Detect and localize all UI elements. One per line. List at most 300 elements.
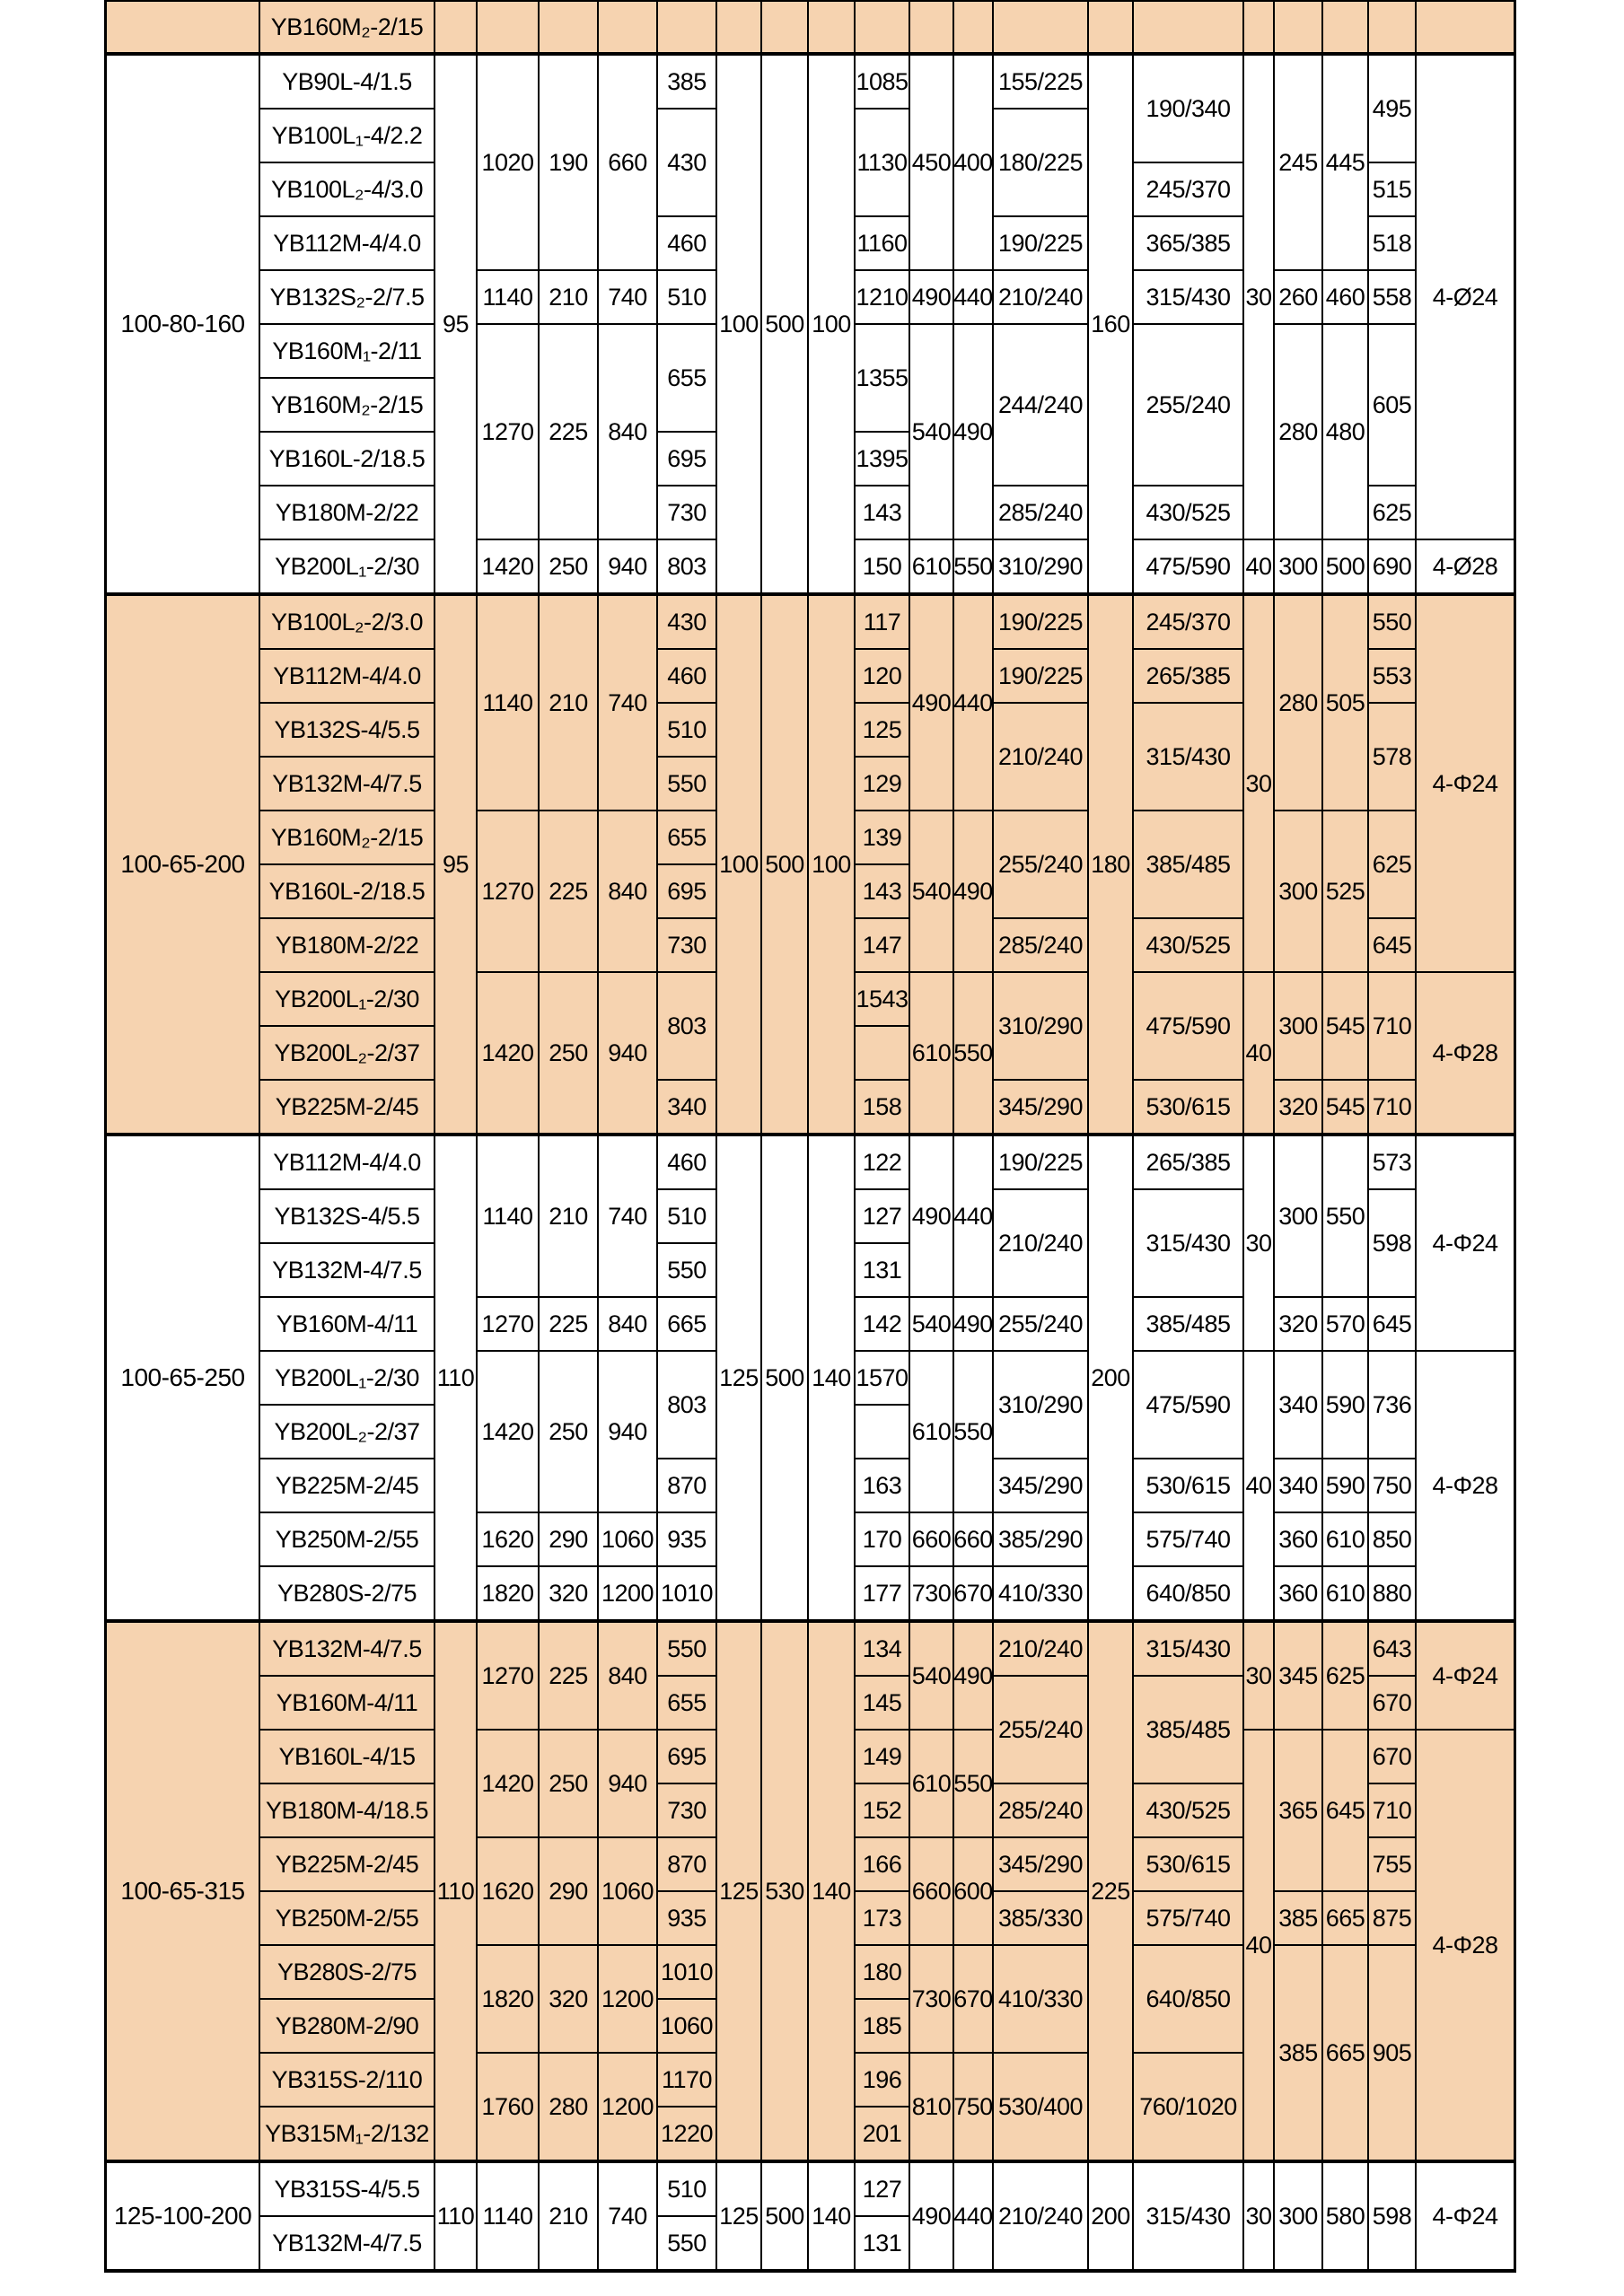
- motor-model-cell: YB280M-2/90: [260, 2000, 435, 2054]
- dimension-cell: 730: [658, 486, 717, 540]
- dimension-cell: 1270: [478, 1623, 540, 1731]
- dimension-cell: 100: [809, 596, 856, 1135]
- dimension-cell: 1085: [856, 56, 910, 110]
- dimension-cell: 149: [856, 1731, 910, 1784]
- motor-model-cell: YB160M₁-2/11: [260, 325, 435, 379]
- dimension-cell: 500: [1323, 540, 1369, 594]
- dimension-cell: 155/225: [994, 56, 1089, 110]
- dimension-cell: 127: [856, 2163, 910, 2217]
- dimension-cell: 290: [540, 1838, 599, 1946]
- dimension-cell: 578: [1369, 704, 1417, 811]
- dimension-cell: 460: [1323, 271, 1369, 325]
- dimension-cell: 550: [954, 1352, 994, 1513]
- dimension-cell: 670: [954, 1946, 994, 2054]
- dimension-cell: 598: [1369, 2163, 1417, 2271]
- motor-model-cell: YB100L₁-4/2.2: [260, 110, 435, 163]
- dimension-cell: 515: [1369, 163, 1417, 217]
- dimension-cell: 300: [1275, 811, 1323, 973]
- dimension-cell: 210: [540, 1136, 599, 1298]
- dimension-cell: [1275, 2, 1323, 54]
- dimension-cell: 490: [954, 1298, 994, 1352]
- dimension-cell: 315/430: [1134, 1190, 1244, 1298]
- dimension-cell: 840: [599, 1623, 658, 1731]
- dimension-cell: 490: [910, 271, 954, 325]
- dimension-cell: 255/240: [1134, 325, 1244, 486]
- dimension-cell: 940: [599, 973, 658, 1135]
- dimension-cell: 285/240: [994, 919, 1089, 973]
- dimension-cell: 1060: [599, 1838, 658, 1946]
- dimension-cell: 445: [1323, 56, 1369, 271]
- dimension-cell: 655: [658, 811, 717, 865]
- dimension-cell: 190/225: [994, 1136, 1089, 1190]
- dimension-cell: 244/240: [994, 325, 1089, 486]
- dimension-cell: 430: [658, 596, 717, 650]
- dimension-cell: 905: [1369, 1946, 1417, 2161]
- dimension-cell: 30: [1244, 1136, 1275, 1352]
- motor-model-cell: YB160M₂-2/15: [260, 2, 435, 54]
- dimension-cell: 740: [599, 2163, 658, 2271]
- motor-model-cell: YB132S-4/5.5: [260, 1190, 435, 1244]
- dimension-cell: 139: [856, 811, 910, 865]
- dimension-cell: 210/240: [994, 1623, 1089, 1677]
- dimension-cell: 840: [599, 811, 658, 973]
- dimension-cell: [809, 2, 856, 54]
- dimension-cell: 210: [540, 596, 599, 811]
- dimension-cell: 360: [1275, 1513, 1323, 1567]
- dimension-cell: 210/240: [994, 1190, 1089, 1298]
- dimension-cell: 736: [1369, 1352, 1417, 1459]
- dimension-cell: 480: [1323, 325, 1369, 540]
- dimension-cell: 210/240: [994, 704, 1089, 811]
- dimension-cell: 1760: [478, 2054, 540, 2161]
- dimension-cell: 525: [1323, 811, 1369, 973]
- dimension-cell: 590: [1323, 1352, 1369, 1459]
- dimension-cell: 110: [435, 1136, 478, 1621]
- dimension-cell: 1820: [478, 1946, 540, 2054]
- dimension-cell: 190/225: [994, 596, 1089, 650]
- dimension-cell: 340: [658, 1081, 717, 1135]
- dimension-cell: 460: [658, 650, 717, 704]
- dimension-cell: 170: [856, 1513, 910, 1567]
- dimension-cell: 4-Φ24: [1417, 596, 1515, 973]
- dimension-cell: 660: [954, 1513, 994, 1567]
- dimension-cell: 500: [762, 2163, 809, 2271]
- dimension-cell: 430/525: [1134, 1784, 1244, 1838]
- dimension-cell: [954, 2, 994, 54]
- motor-model-cell: YB200L₁-2/30: [260, 1352, 435, 1406]
- section-100-65-315: [107, 1621, 1515, 2161]
- dimension-cell: 410/330: [994, 1946, 1089, 2054]
- dimension-cell: 510: [658, 1190, 717, 1244]
- dimension-cell: 875: [1369, 1892, 1417, 1946]
- dimension-cell: 285/240: [994, 486, 1089, 540]
- dimension-cell: 110: [435, 2163, 478, 2271]
- dimension-cell: 245/370: [1134, 596, 1244, 650]
- dimension-cell: 315/430: [1134, 2163, 1244, 2271]
- dimension-cell: 510: [658, 271, 717, 325]
- motor-model-cell: YB132M-4/7.5: [260, 1244, 435, 1298]
- dimension-cell: 1355: [856, 325, 910, 433]
- motor-model-cell: YB280S-2/75: [260, 1567, 435, 1621]
- pump-size-cell: 125-100-200: [107, 2163, 260, 2271]
- dimension-cell: 518: [1369, 217, 1417, 271]
- motor-model-cell: YB100L₂-4/3.0: [260, 163, 435, 217]
- dimension-cell: 1060: [658, 2000, 717, 2054]
- dimension-cell: 670: [1369, 1731, 1417, 1784]
- dimension-cell: [540, 2, 599, 54]
- dimension-cell: 280: [1275, 325, 1323, 540]
- dimension-cell: 280: [1275, 596, 1323, 811]
- dimension-cell: 590: [1323, 1459, 1369, 1513]
- dimension-cell: 490: [954, 325, 994, 540]
- dimension-cell: 500: [762, 1136, 809, 1621]
- dimension-cell: 95: [435, 596, 478, 1135]
- dimension-cell: 255/240: [994, 1298, 1089, 1352]
- dimension-cell: [478, 2, 540, 54]
- section-100-65-200: [107, 594, 1515, 1135]
- dimension-cell: 340: [1275, 1352, 1323, 1459]
- motor-model-cell: YB225M-2/45: [260, 1838, 435, 1892]
- dimension-cell: 140: [809, 2163, 856, 2271]
- dimension-cell: 1160: [856, 217, 910, 271]
- dimension-cell: 475/590: [1134, 540, 1244, 594]
- dimension-cell: 225: [540, 325, 599, 540]
- dimension-cell: 4-Φ28: [1417, 1731, 1515, 2161]
- dimension-cell: 940: [599, 1352, 658, 1513]
- dimension-cell: 250: [540, 1352, 599, 1513]
- dimension-cell: 210/240: [994, 271, 1089, 325]
- motor-model-cell: YB112M-4/4.0: [260, 1136, 435, 1190]
- dimension-cell: 665: [1323, 1892, 1369, 1946]
- motor-model-cell: YB132M-4/7.5: [260, 2217, 435, 2271]
- motor-model-cell: YB112M-4/4.0: [260, 217, 435, 271]
- motor-model-cell: YB132M-4/7.5: [260, 1623, 435, 1677]
- dimension-cell: 142: [856, 1298, 910, 1352]
- dimension-cell: 803: [658, 540, 717, 594]
- dimension-cell: 30: [1244, 596, 1275, 973]
- motor-model-cell: YB280S-2/75: [260, 1946, 435, 2000]
- dimension-cell: 1200: [599, 2054, 658, 2161]
- dimension-cell: 600: [954, 1838, 994, 1946]
- dimension-cell: 460: [658, 1136, 717, 1190]
- dimension-cell: 320: [1275, 1081, 1323, 1135]
- dimension-cell: 1010: [658, 1946, 717, 2000]
- motor-model-cell: YB180M-2/22: [260, 486, 435, 540]
- dimension-cell: 610: [910, 540, 954, 594]
- dimension-cell: 310/290: [994, 973, 1089, 1081]
- dimension-cell: [658, 2, 717, 54]
- dimension-cell: 173: [856, 1892, 910, 1946]
- dimension-cell: [1244, 2, 1275, 54]
- dimension-cell: 4-Ø28: [1417, 540, 1515, 594]
- dimension-cell: 340: [1275, 1459, 1323, 1513]
- dimension-cell: 1140: [478, 271, 540, 325]
- motor-model-cell: YB225M-2/45: [260, 1081, 435, 1135]
- dimension-cell: 540: [910, 325, 954, 540]
- pump-size-cell: 100-65-250: [107, 1136, 260, 1621]
- dimension-cell: 125: [856, 704, 910, 758]
- dimension-cell: 475/590: [1134, 1352, 1244, 1459]
- dimension-cell: 4-Φ24: [1417, 1136, 1515, 1352]
- dimension-cell: 645: [1369, 919, 1417, 973]
- dimension-cell: 1420: [478, 540, 540, 594]
- dimension-cell: [1323, 2, 1369, 54]
- dimension-cell: 740: [599, 271, 658, 325]
- motor-model-cell: YB180M-4/18.5: [260, 1784, 435, 1838]
- dimension-cell: [856, 1406, 910, 1459]
- dimension-cell: 575/740: [1134, 1892, 1244, 1946]
- dimension-cell: 345/290: [994, 1459, 1089, 1513]
- dimension-cell: [717, 2, 762, 54]
- dimension-cell: 320: [1275, 1298, 1323, 1352]
- dimension-cell: 440: [954, 271, 994, 325]
- dimension-cell: 265/385: [1134, 1136, 1244, 1190]
- dimension-cell: 840: [599, 1298, 658, 1352]
- dimension-cell: 190/225: [994, 650, 1089, 704]
- dimension-cell: 598: [1369, 1190, 1417, 1298]
- dimension-cell: 550: [1323, 1136, 1369, 1298]
- dimension-cell: 1820: [478, 1567, 540, 1621]
- dimension-cell: 730: [910, 1946, 954, 2054]
- dimension-cell: 1060: [599, 1513, 658, 1567]
- dimension-cell: 210/240: [994, 2163, 1089, 2271]
- dimension-cell: 710: [1369, 1081, 1417, 1135]
- dimension-cell: 500: [762, 56, 809, 594]
- dimension-cell: 760/1020: [1134, 2054, 1244, 2161]
- motor-model-cell: YB160M₂-2/15: [260, 379, 435, 433]
- dimension-cell: 500: [762, 596, 809, 1135]
- dimension-cell: 575/740: [1134, 1513, 1244, 1567]
- dimension-cell: 4-Φ24: [1417, 2163, 1515, 2271]
- dimension-cell: [1134, 2, 1244, 54]
- dimension-cell: 140: [809, 1623, 856, 2161]
- dimension-cell: 625: [1369, 486, 1417, 540]
- motor-model-cell: YB160M₂-2/15: [260, 811, 435, 865]
- dimension-cell: 345/290: [994, 1838, 1089, 1892]
- motor-model-cell: YB160L-4/15: [260, 1731, 435, 1784]
- dimension-cell: 870: [658, 1459, 717, 1513]
- dimension-cell: 210: [540, 271, 599, 325]
- dimension-cell: 201: [856, 2108, 910, 2161]
- dimension-cell: 190/225: [994, 217, 1089, 271]
- dimension-cell: 320: [540, 1567, 599, 1621]
- dimension-cell: 510: [658, 2163, 717, 2217]
- dimension-cell: 315/430: [1134, 1623, 1244, 1677]
- dimension-cell: 1010: [658, 1567, 717, 1621]
- dimension-cell: 4-Φ28: [1417, 973, 1515, 1135]
- dimension-cell: 345/290: [994, 1081, 1089, 1135]
- dimension-cell: 1140: [478, 1136, 540, 1298]
- dimension-cell: 134: [856, 1623, 910, 1677]
- section-continuation-row: [107, 2, 1515, 54]
- dimension-cell: 143: [856, 486, 910, 540]
- section-125-100-200: [107, 2161, 1515, 2271]
- motor-model-cell: YB132M-4/7.5: [260, 758, 435, 811]
- dimension-cell: 290: [540, 1513, 599, 1567]
- motor-model-cell: YB200L₂-2/37: [260, 1406, 435, 1459]
- dimension-cell: 755: [1369, 1838, 1417, 1892]
- dimension-cell: 1210: [856, 271, 910, 325]
- motor-model-cell: YB250M-2/55: [260, 1892, 435, 1946]
- dimension-cell: [435, 2, 478, 54]
- dimension-cell: 385: [1275, 1946, 1323, 2161]
- dimension-cell: 440: [954, 596, 994, 811]
- dimension-cell: 385/485: [1134, 811, 1244, 919]
- dimension-cell: 320: [540, 1946, 599, 2054]
- dimension-cell: 120: [856, 650, 910, 704]
- dimension-cell: [1089, 2, 1134, 54]
- dimension-cell: 150: [856, 540, 910, 594]
- dimension-cell: 810: [910, 2054, 954, 2161]
- dimension-cell: 1420: [478, 973, 540, 1135]
- motor-model-cell: YB315S-4/5.5: [260, 2163, 435, 2217]
- motor-model-cell: YB315S-2/110: [260, 2054, 435, 2108]
- motor-model-cell: YB160L-2/18.5: [260, 865, 435, 919]
- dimension-cell: 147: [856, 919, 910, 973]
- dimension-cell: 210: [540, 2163, 599, 2271]
- dimension-cell: 315/430: [1134, 271, 1244, 325]
- dimension-cell: 495: [1369, 56, 1417, 163]
- dimension-cell: 550: [658, 758, 717, 811]
- dimension-cell: 1543: [856, 973, 910, 1027]
- motor-model-cell: YB250M-2/55: [260, 1513, 435, 1567]
- dimension-cell: 440: [954, 2163, 994, 2271]
- dimension-cell: 573: [1369, 1136, 1417, 1190]
- dimension-cell: 225: [1089, 1623, 1134, 2161]
- dimension-cell: 117: [856, 596, 910, 650]
- dimension-cell: 190/340: [1134, 56, 1244, 163]
- dimension-cell: 1620: [478, 1838, 540, 1946]
- dimension-cell: 200: [1089, 1136, 1134, 1621]
- dimension-cell: 460: [658, 217, 717, 271]
- dimension-cell: 110: [435, 1623, 478, 2161]
- dimension-cell: 166: [856, 1838, 910, 1892]
- dimension-cell: 430/525: [1134, 919, 1244, 973]
- dimension-cell: 400: [954, 56, 994, 271]
- dimension-cell: 365/385: [1134, 217, 1244, 271]
- dimension-cell: 127: [856, 1190, 910, 1244]
- dimension-cell: 490: [910, 1136, 954, 1298]
- dimension-cell: 95: [435, 56, 478, 594]
- dimension-cell: 200: [1089, 2163, 1134, 2271]
- dimension-cell: 122: [856, 1136, 910, 1190]
- dimension-cell: 30: [1244, 2163, 1275, 2271]
- dimension-cell: 935: [658, 1513, 717, 1567]
- dimension-cell: 665: [1323, 1946, 1369, 2161]
- dimension-cell: 550: [1369, 596, 1417, 650]
- dimension-cell: 940: [599, 540, 658, 594]
- dimension-cell: 1270: [478, 1298, 540, 1352]
- dimension-cell: 710: [1369, 1784, 1417, 1838]
- dimension-cell: 695: [658, 865, 717, 919]
- dimension-cell: 553: [1369, 650, 1417, 704]
- dimension-cell: 310/290: [994, 1352, 1089, 1459]
- dimension-cell: 131: [856, 1244, 910, 1298]
- dimension-cell: 300: [1275, 1136, 1323, 1298]
- dimension-cell: 550: [954, 1731, 994, 1838]
- dimension-cell: 880: [1369, 1567, 1417, 1621]
- dimension-cell: 1220: [658, 2108, 717, 2161]
- motor-model-cell: YB100L₂-2/3.0: [260, 596, 435, 650]
- dimension-cell: 490: [910, 2163, 954, 2271]
- motor-model-cell: YB180M-2/22: [260, 919, 435, 973]
- dimension-cell: 385/485: [1134, 1677, 1244, 1784]
- dimension-cell: 625: [1323, 1623, 1369, 1731]
- dimension-cell: 225: [540, 811, 599, 973]
- dimension-cell: 410/330: [994, 1567, 1089, 1621]
- dimension-cell: 1420: [478, 1731, 540, 1838]
- dimension-cell: 610: [910, 1731, 954, 1838]
- dimension-cell: 850: [1369, 1513, 1417, 1567]
- dimension-cell: 670: [954, 1567, 994, 1621]
- pump-size-cell: 100-80-160: [107, 56, 260, 594]
- dimension-cell: 530/400: [994, 2054, 1089, 2161]
- dimension-cell: 100: [717, 56, 762, 594]
- dimension-cell: 245: [1275, 56, 1323, 271]
- dimension-cell: [762, 2, 809, 54]
- dimension-cell: 310/290: [994, 540, 1089, 594]
- dimension-cell: 660: [910, 1513, 954, 1567]
- dimension-cell: 145: [856, 1677, 910, 1731]
- dimension-cell: 545: [1323, 973, 1369, 1081]
- dimension-cell: 570: [1323, 1298, 1369, 1352]
- motor-model-cell: YB160L-2/18.5: [260, 433, 435, 486]
- motor-model-cell: YB200L₂-2/37: [260, 1027, 435, 1081]
- dimension-cell: 610: [1323, 1567, 1369, 1621]
- dimension-cell: 430: [658, 110, 717, 217]
- section-100-65-250: [107, 1135, 1515, 1621]
- dimension-cell: 385/330: [994, 1892, 1089, 1946]
- dimension-cell: 740: [599, 596, 658, 811]
- dimension-cell: 640/850: [1134, 1567, 1244, 1621]
- dimension-cell: 750: [1369, 1459, 1417, 1513]
- dimension-cell: 250: [540, 540, 599, 594]
- dimension-cell: 185: [856, 2000, 910, 2054]
- dimension-cell: 30: [1244, 56, 1275, 540]
- dimension-cell: 385: [658, 56, 717, 110]
- dimension-cell: 158: [856, 1081, 910, 1135]
- dimension-cell: 605: [1369, 325, 1417, 486]
- dimension-cell: [994, 2, 1089, 54]
- dimension-cell: 1570: [856, 1352, 910, 1406]
- dimension-cell: 385/485: [1134, 1298, 1244, 1352]
- motor-model-cell: YB132S₂-2/7.5: [260, 271, 435, 325]
- dimension-cell: 180: [1089, 596, 1134, 1135]
- dimension-cell: 690: [1369, 540, 1417, 594]
- dimension-cell: 530/615: [1134, 1081, 1244, 1135]
- dimension-cell: 1130: [856, 110, 910, 217]
- dimension-cell: 1200: [599, 1567, 658, 1621]
- dimension-cell: 550: [658, 1244, 717, 1298]
- dimension-cell: [910, 2, 954, 54]
- dimension-cell: 645: [1323, 1731, 1369, 1892]
- motor-model-cell: YB112M-4/4.0: [260, 650, 435, 704]
- dimension-cell: 545: [1323, 1081, 1369, 1135]
- dimension-cell: 300: [1275, 540, 1323, 594]
- dimension-cell: 505: [1323, 596, 1369, 811]
- dimension-cell: [599, 2, 658, 54]
- dimension-cell: 385: [1275, 1892, 1323, 1946]
- section-100-80-160: [107, 54, 1515, 594]
- dimension-cell: 940: [599, 1731, 658, 1838]
- dimension-cell: 935: [658, 1892, 717, 1946]
- dimension-cell: 152: [856, 1784, 910, 1838]
- dimension-cell: [1369, 2, 1417, 54]
- dimension-cell: 870: [658, 1838, 717, 1892]
- motor-model-cell: YB132S-4/5.5: [260, 704, 435, 758]
- dimension-cell: 550: [954, 540, 994, 594]
- motor-model-cell: YB160M-4/11: [260, 1677, 435, 1731]
